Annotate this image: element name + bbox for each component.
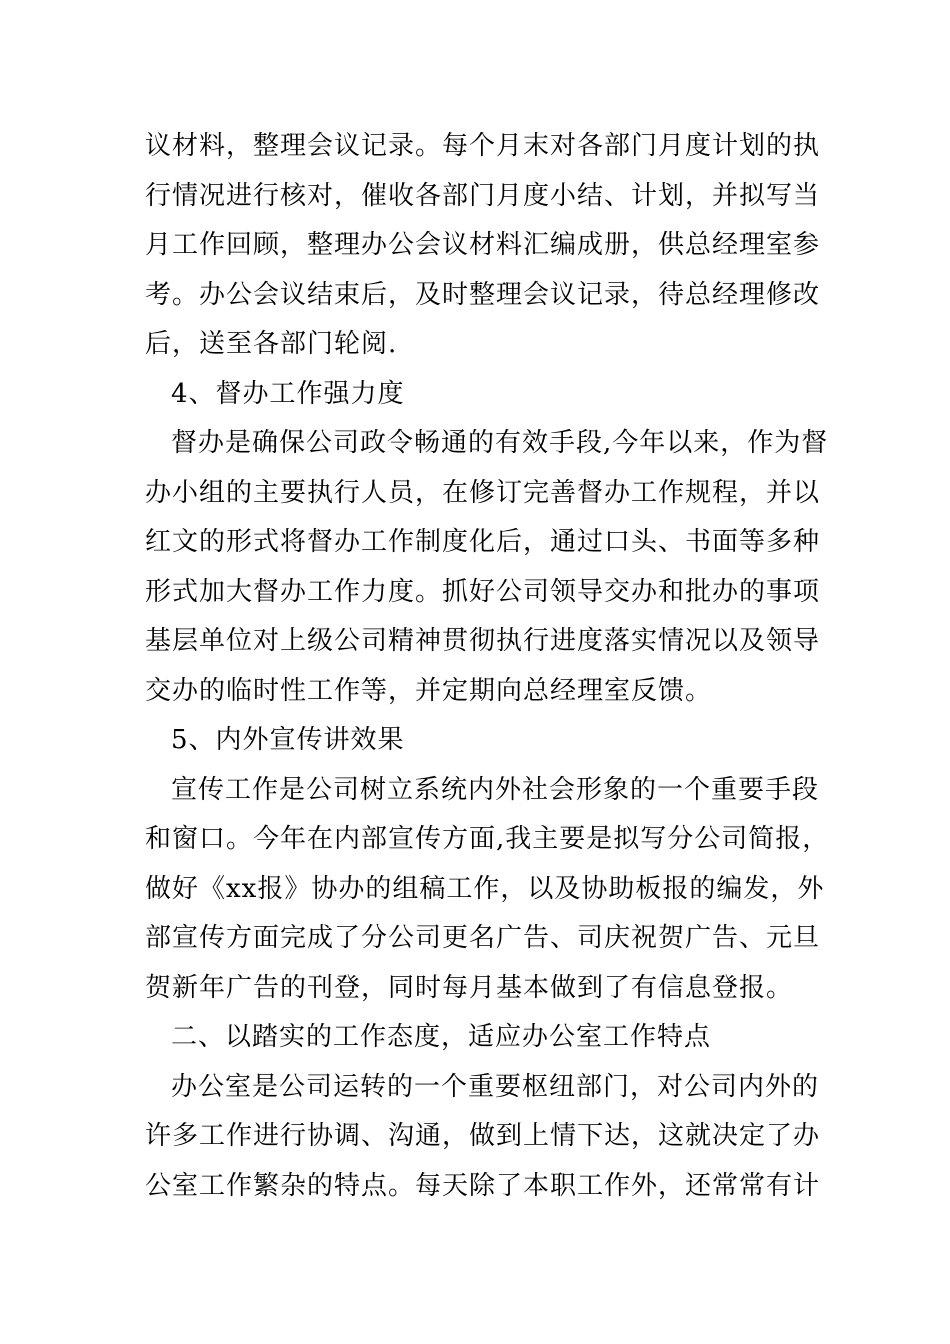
text-line: 月工作回顾，整理办公会议材料汇编成册，供总经理室参 [145, 230, 821, 260]
text-line: 红文的形式将督办工作制度化后，通过口头、书面等多种 [145, 527, 821, 557]
text-line: 交办的临时性工作等，并定期向总经理室反馈。 [145, 675, 713, 706]
text-line: 和窗口。今年在内部宣传方面,我主要是拟写分公司简报， [145, 824, 830, 854]
text-line: 督办是确保公司政令畅通的有效手段,今年以来，作为督 [171, 428, 829, 458]
text-line: 部宣传方面完成了分公司更名广告、司庆祝贺广告、元旦 [145, 923, 821, 953]
text-line: 许多工作进行协调、沟通，做到上情下达，这就决定了办 [145, 1121, 821, 1151]
text-line: 考。办公会议结束后，及时整理会议记录，待总经理修改 [145, 279, 821, 310]
text-line: 二、以踏实的工作态度，适应办公室工作特点 [171, 1022, 712, 1052]
text-line: 5、内外宣传讲效果 [171, 725, 405, 755]
text-line: 公室工作繁杂的特点。每天除了本职工作外，还常常有计 [145, 1170, 821, 1201]
text-line: 办小组的主要执行人员，在修订完善督办工作规程，并以 [145, 477, 821, 508]
text-line: 宣传工作是公司树立系统内外社会形象的一个重要手段 [171, 774, 820, 805]
text-line: 办公室是公司运转的一个重要枢纽部门，对公司内外的 [171, 1071, 820, 1102]
document-body [145, 122, 830, 1211]
text-line: 行情况进行核对，催收各部门月度小结、计划，并拟写当 [145, 180, 821, 211]
text-line: 4、督办工作强力度 [171, 378, 405, 409]
text-line: 做好《xx报》协办的组稿工作，以及协助板报的编发，外 [145, 873, 825, 904]
text-line: 议材料，整理会议记录。每个月末对各部门月度计划的执 [145, 131, 821, 161]
text-line: 贺新年广告的刊登，同时每月基本做到了有信息登报。 [145, 972, 794, 1003]
text-line: 基层单位对上级公司精神贯彻执行进度落实情况以及领导 [145, 626, 821, 656]
text-line: 后，送至各部门轮阅. [145, 329, 398, 359]
text-line: 形式加大督办工作力度。抓好公司领导交办和批办的事项 [145, 576, 821, 607]
